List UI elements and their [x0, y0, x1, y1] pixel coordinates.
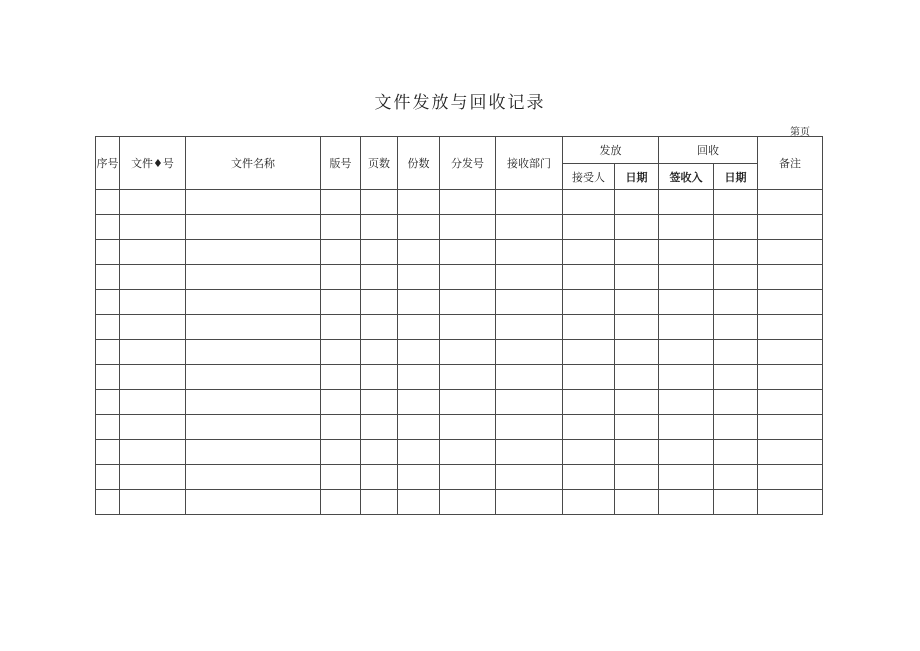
table-cell[interactable]: [96, 215, 120, 240]
table-cell[interactable]: [659, 265, 714, 290]
table-cell[interactable]: [714, 490, 758, 515]
table-cell[interactable]: [615, 315, 659, 340]
table-cell[interactable]: [398, 265, 440, 290]
table-cell[interactable]: [361, 340, 398, 365]
table-cell[interactable]: [398, 290, 440, 315]
table-cell[interactable]: [120, 215, 186, 240]
table-cell[interactable]: [714, 290, 758, 315]
table-cell[interactable]: [186, 415, 321, 440]
table-cell[interactable]: [758, 390, 823, 415]
table-cell[interactable]: [361, 190, 398, 215]
table-row: [96, 290, 823, 315]
table-cell[interactable]: [615, 490, 659, 515]
table-cell[interactable]: [96, 340, 120, 365]
table-cell[interactable]: [440, 265, 496, 290]
table-cell[interactable]: [440, 490, 496, 515]
table-cell[interactable]: [758, 490, 823, 515]
table-cell[interactable]: [440, 440, 496, 465]
table-cell[interactable]: [714, 365, 758, 390]
table-cell[interactable]: [120, 465, 186, 490]
header-distribution-number: 分发号: [440, 137, 496, 190]
table-cell[interactable]: [615, 415, 659, 440]
table-cell[interactable]: [120, 315, 186, 340]
table-cell[interactable]: [714, 440, 758, 465]
table-cell[interactable]: [659, 390, 714, 415]
table-cell[interactable]: [321, 340, 361, 365]
table-row: [96, 215, 823, 240]
table-cell[interactable]: [496, 190, 563, 215]
table-cell[interactable]: [659, 315, 714, 340]
table-cell[interactable]: [659, 465, 714, 490]
table-cell[interactable]: [496, 315, 563, 340]
table-cell[interactable]: [120, 390, 186, 415]
header-remarks: 备注: [758, 137, 823, 190]
table-cell[interactable]: [96, 465, 120, 490]
table-cell[interactable]: [361, 315, 398, 340]
table-cell[interactable]: [563, 240, 615, 265]
table-cell[interactable]: [440, 415, 496, 440]
table-cell[interactable]: [398, 390, 440, 415]
table-cell[interactable]: [398, 490, 440, 515]
table-cell[interactable]: [321, 190, 361, 215]
table-cell[interactable]: [361, 440, 398, 465]
table-cell[interactable]: [321, 390, 361, 415]
table-cell[interactable]: [361, 465, 398, 490]
table-cell[interactable]: [440, 465, 496, 490]
table-cell[interactable]: [563, 340, 615, 365]
table-cell[interactable]: [563, 390, 615, 415]
table-cell[interactable]: [563, 265, 615, 290]
table-body: [96, 190, 823, 515]
table-cell[interactable]: [615, 240, 659, 265]
table-cell[interactable]: [758, 215, 823, 240]
table-cell[interactable]: [361, 265, 398, 290]
table-cell[interactable]: [186, 465, 321, 490]
table-row: [96, 365, 823, 390]
table-cell[interactable]: [321, 440, 361, 465]
table-cell[interactable]: [186, 365, 321, 390]
table-cell[interactable]: [714, 390, 758, 415]
table-cell[interactable]: [398, 315, 440, 340]
table-cell[interactable]: [440, 365, 496, 390]
table-cell[interactable]: [714, 465, 758, 490]
table-cell[interactable]: [563, 290, 615, 315]
table-cell[interactable]: [361, 240, 398, 265]
table-cell[interactable]: [398, 365, 440, 390]
table-cell[interactable]: [398, 240, 440, 265]
table-cell[interactable]: [758, 440, 823, 465]
table-cell[interactable]: [398, 440, 440, 465]
table-cell[interactable]: [615, 340, 659, 365]
header-recall-group: 回收: [659, 137, 758, 164]
table-cell[interactable]: [758, 465, 823, 490]
table-cell[interactable]: [186, 215, 321, 240]
table-cell[interactable]: [659, 190, 714, 215]
table-cell[interactable]: [659, 365, 714, 390]
header-file-number: 文件♦号: [120, 137, 186, 190]
header-receiving-department: 接收部门: [496, 137, 563, 190]
table-cell[interactable]: [361, 415, 398, 440]
table-cell[interactable]: [186, 390, 321, 415]
table-cell[interactable]: [96, 365, 120, 390]
table-cell[interactable]: [361, 490, 398, 515]
table-cell[interactable]: [496, 390, 563, 415]
table-cell[interactable]: [714, 415, 758, 440]
table-cell[interactable]: [496, 290, 563, 315]
table-cell[interactable]: [758, 315, 823, 340]
table-cell[interactable]: [120, 415, 186, 440]
header-issue-date: 日期: [615, 164, 659, 190]
table-cell[interactable]: [563, 490, 615, 515]
table-cell[interactable]: [321, 215, 361, 240]
table-cell[interactable]: [758, 415, 823, 440]
table-cell[interactable]: [96, 315, 120, 340]
table-cell[interactable]: [321, 265, 361, 290]
table-cell[interactable]: [563, 190, 615, 215]
table-cell[interactable]: [186, 340, 321, 365]
table-row: [96, 440, 823, 465]
table-cell[interactable]: [440, 190, 496, 215]
table-cell[interactable]: [659, 415, 714, 440]
table-cell[interactable]: [440, 340, 496, 365]
table-cell[interactable]: [186, 265, 321, 290]
table-cell[interactable]: [714, 315, 758, 340]
table-cell[interactable]: [96, 240, 120, 265]
table-cell[interactable]: [96, 290, 120, 315]
table-cell[interactable]: [496, 440, 563, 465]
page-number-label: 第页: [790, 127, 810, 138]
table-cell[interactable]: [321, 415, 361, 440]
table-cell[interactable]: [758, 265, 823, 290]
table-cell[interactable]: [186, 315, 321, 340]
table-cell[interactable]: [563, 365, 615, 390]
table-cell[interactable]: [186, 440, 321, 465]
table-cell[interactable]: [615, 290, 659, 315]
distribution-recall-table: [95, 136, 823, 515]
header-file-name: 文件名称: [186, 137, 321, 190]
table-cell[interactable]: [659, 215, 714, 240]
header-recall-date: 日期: [714, 164, 758, 190]
table-cell[interactable]: [398, 215, 440, 240]
table-cell[interactable]: [398, 415, 440, 440]
table-cell[interactable]: [96, 415, 120, 440]
header-copies: 份数: [398, 137, 440, 190]
table-cell[interactable]: [120, 190, 186, 215]
table-cell[interactable]: [758, 240, 823, 265]
table-cell[interactable]: [714, 240, 758, 265]
table-cell[interactable]: [361, 390, 398, 415]
table-cell[interactable]: [615, 365, 659, 390]
table-row: [96, 315, 823, 340]
table-cell[interactable]: [496, 415, 563, 440]
table-cell[interactable]: [496, 215, 563, 240]
table-cell[interactable]: [120, 265, 186, 290]
header-pages: 页数: [361, 137, 398, 190]
table-cell[interactable]: [186, 490, 321, 515]
table-cell[interactable]: [96, 440, 120, 465]
table-cell[interactable]: [398, 340, 440, 365]
table-cell[interactable]: [496, 465, 563, 490]
header-recall-signee: 签收入: [659, 164, 714, 190]
table-cell[interactable]: [361, 215, 398, 240]
table-cell[interactable]: [120, 490, 186, 515]
table-cell[interactable]: [96, 390, 120, 415]
table-cell[interactable]: [659, 290, 714, 315]
table-cell[interactable]: [120, 340, 186, 365]
table-row: [96, 465, 823, 490]
table-cell[interactable]: [615, 390, 659, 415]
table-cell[interactable]: [714, 190, 758, 215]
table-cell[interactable]: [321, 315, 361, 340]
table-cell[interactable]: [496, 240, 563, 265]
table-cell[interactable]: [659, 240, 714, 265]
table-cell[interactable]: [563, 440, 615, 465]
table-cell[interactable]: [659, 440, 714, 465]
table-cell[interactable]: [440, 390, 496, 415]
table-cell[interactable]: [120, 240, 186, 265]
table-cell[interactable]: [120, 365, 186, 390]
table-cell[interactable]: [96, 190, 120, 215]
table-cell[interactable]: [186, 290, 321, 315]
table-cell[interactable]: [758, 190, 823, 215]
table-cell[interactable]: [96, 490, 120, 515]
table-cell[interactable]: [758, 365, 823, 390]
table-cell[interactable]: [440, 240, 496, 265]
table-cell[interactable]: [615, 440, 659, 465]
table-cell[interactable]: [496, 365, 563, 390]
table-cell[interactable]: [659, 340, 714, 365]
table-cell[interactable]: [659, 490, 714, 515]
table-cell[interactable]: [496, 490, 563, 515]
table-cell[interactable]: [496, 340, 563, 365]
table-row: [96, 415, 823, 440]
table-cell[interactable]: [361, 365, 398, 390]
table-cell[interactable]: [615, 190, 659, 215]
table-row: [96, 190, 823, 215]
table-cell[interactable]: [714, 265, 758, 290]
table-cell[interactable]: [563, 315, 615, 340]
document-title: 文件发放与回收记录: [374, 93, 546, 113]
header-version: 版号: [321, 137, 361, 190]
table-cell[interactable]: [615, 465, 659, 490]
table-cell[interactable]: [496, 265, 563, 290]
table-cell[interactable]: [563, 465, 615, 490]
header-issue-receiver: 接受人: [563, 164, 615, 190]
table-cell[interactable]: [440, 215, 496, 240]
header-issue-group: 发放: [563, 137, 659, 164]
header-seq: 序号: [96, 137, 120, 190]
table-row: [96, 390, 823, 415]
table-cell[interactable]: [120, 290, 186, 315]
table-row: [96, 490, 823, 515]
table-row: [96, 340, 823, 365]
table-cell[interactable]: [440, 290, 496, 315]
table-cell[interactable]: [321, 365, 361, 390]
table-cell[interactable]: [758, 290, 823, 315]
table-cell[interactable]: [615, 265, 659, 290]
table-cell[interactable]: [96, 265, 120, 290]
table-cell[interactable]: [321, 240, 361, 265]
table-cell[interactable]: [398, 465, 440, 490]
table-row: [96, 265, 823, 290]
table-cell[interactable]: [398, 190, 440, 215]
table-cell[interactable]: [563, 415, 615, 440]
table-cell[interactable]: [758, 340, 823, 365]
table-cell[interactable]: [321, 465, 361, 490]
table-cell[interactable]: [321, 290, 361, 315]
table-cell[interactable]: [120, 440, 186, 465]
table-cell[interactable]: [714, 215, 758, 240]
table-cell[interactable]: [563, 215, 615, 240]
table-cell[interactable]: [361, 290, 398, 315]
table-cell[interactable]: [186, 240, 321, 265]
table-row: [96, 240, 823, 265]
table-cell[interactable]: [186, 190, 321, 215]
table-cell[interactable]: [714, 340, 758, 365]
table-cell[interactable]: [321, 490, 361, 515]
table-cell[interactable]: [440, 315, 496, 340]
table-cell[interactable]: [615, 215, 659, 240]
